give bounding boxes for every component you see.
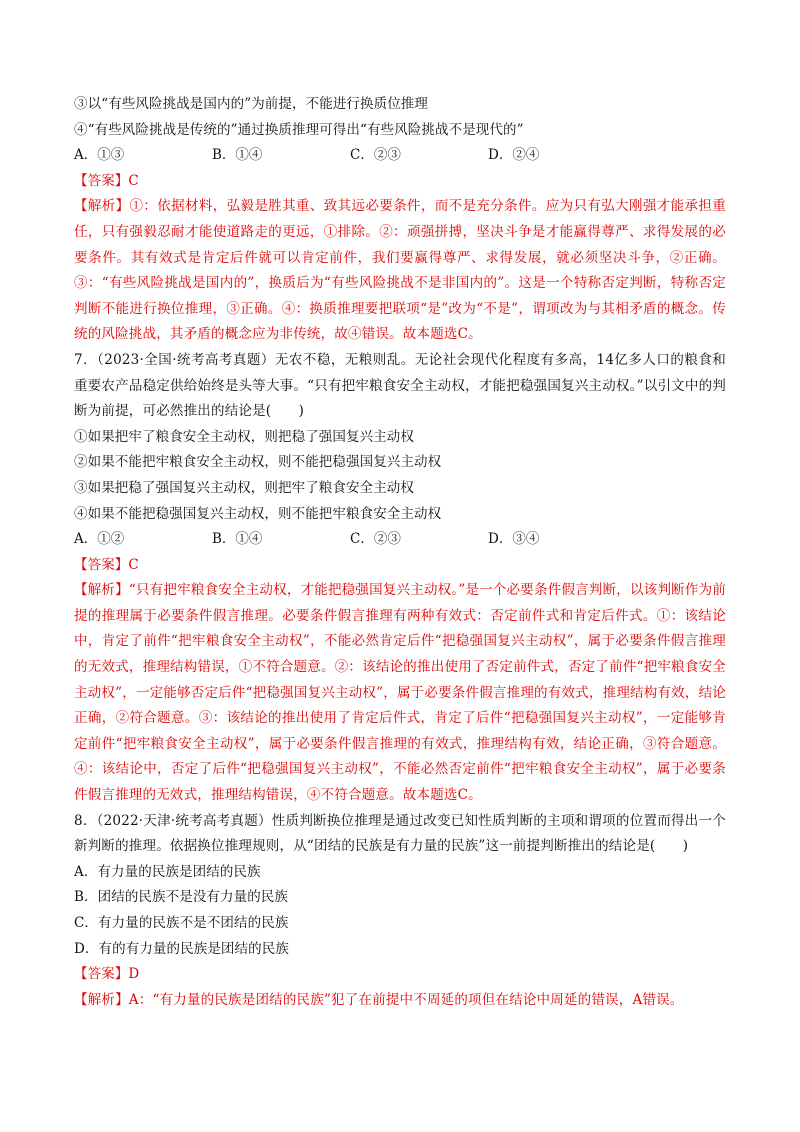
- q7-statement-2: ②如果不能把牢粮食安全主动权，则不能把稳强国复兴主动权: [74, 454, 442, 471]
- q7-option-a: A．①②: [74, 531, 125, 548]
- q7-stem: 7．（2023·全国·统考高考真题）无农不稳，无粮则乱。无论社会现代化程度有多高，14亿多人口的粮食和重要农产品稳定供给始终是头等大事。“只有把牢粮食安全主动权，才能把稳强国复兴主动权。”以引文中的判断为前提，可必然推出的结论是( ): [74, 351, 726, 420]
- q8-stem: 8．（2022·天津·统考高考真题）性质判断换位推理是通过改变已知性质判断的主项和谓项的位置而得出一个新判断的推理。依据换位推理规则，从“团结的民族是有力量的民族”这一前提判断推出的结论是( ): [74, 812, 726, 855]
- q8-option-b: B．团结的民族不是没有力量的民族: [74, 889, 289, 906]
- q8-option-c: C．有力量的民族不是不团结的民族: [74, 915, 289, 931]
- q8-analysis: 【解析】A：“有力量的民族是团结的民族”犯了在前提中不周延的项但在结论中周延的错误，A错误。: [74, 991, 684, 1008]
- q6-option-d: D．②④: [488, 147, 540, 164]
- q6-statement-3: ③以“有些风险挑战是国内的”为前提，不能进行换质位推理: [74, 96, 429, 112]
- q7-answer: 【答案】C: [74, 556, 139, 573]
- q8-answer: 【答案】D: [74, 966, 140, 983]
- q7-statement-1: ①如果把牢了粮食安全主动权，则把稳了强国复兴主动权: [74, 428, 414, 445]
- q7-options: [74, 527, 726, 553]
- q7-option-c: C．②③: [350, 531, 401, 548]
- q6-option-c: C．②③: [350, 147, 401, 164]
- q7-statement-4: ④如果不能把稳强国复兴主动权，则不能把牢粮食安全主动权: [74, 505, 442, 522]
- q6-statement-4: ④“有些风险挑战是传统的”通过换质推理可得出“有些风险挑战不是现代的”: [74, 121, 524, 138]
- page-content: [74, 92, 726, 1013]
- q6-analysis: 【解析】①：依据材料，弘毅是胜其重、致其远必要条件，而不是充分条件。应为只有弘大刚强才能承担重任，只有强毅忍耐才能使道路走的更远，①排除。②：顽强拼搏，坚决斗争是才能赢得尊严、求得发展的必要条件。其有效式是肯定后件就可以肯定前件，我们要赢得尊严、求得发展，就必须坚决斗争，②正确。③：“有些风险挑战是国内的”，换质后为“有些风险挑战不是非国内的”。这是一个特称否定判断，特称否定判断不能进行换位推理，③正确。④：换质推理要把联项“是”改为“不是”，谓项改为与其相矛盾的概念。传统的风险挑战，其矛盾的概念应为非传统，故④错误。故本题选C。: [74, 198, 726, 343]
- q6-option-a: A．①③: [74, 147, 125, 164]
- q7-option-d: D．③④: [488, 531, 540, 548]
- q7-statement-3: ③如果把稳了强国复兴主动权，则把牢了粮食安全主动权: [74, 479, 414, 496]
- q6-option-b: B．①④: [212, 147, 263, 164]
- q6-answer: 【答案】C: [74, 172, 139, 189]
- q6-options: [74, 143, 726, 169]
- q8-option-d: D．有的有力量的民族是团结的民族: [74, 940, 289, 957]
- q7-analysis: 【解析】“只有把牢粮食安全主动权，才能把稳强国复兴主动权。”是一个必要条件假言判断，以该判断作为前提的推理属于必要条件假言推理。必要条件假言推理有两种有效式：否定前件式和肯定后件式。①：该结论中，肯定了前件“把牢粮食安全主动权”，不能必然肯定后件“把稳强国复兴主动权”，属于必要条件假言推理的无效式，推理结构错误，①不符合题意。②：该结论的推出使用了否定前件式，否定了前件“把牢粮食安全主动权”，一定能够否定后件“把稳强国复兴主动权”，属于必要条件假言推理的有效式，推理结构有效，结论正确，②符合题意。③：该结论的推出使用了肯定后件式，肯定了后件“把稳强国复兴主动权”，一定能够肯定前件“把牢粮食安全主动权”，属于必要条件假言推理的有效式，推理结构有效，结论正确，③符合题意。④：该结论中，否定了后件“把稳强国复兴主动权”，不能必然否定前件“把牢粮食安全主动权”，属于必要条件假言推理的无效式，推理结构错误，④不符合题意。故本题选C。: [74, 582, 727, 804]
- q7-option-b: B．①④: [212, 531, 263, 548]
- q8-option-a: A．有力量的民族是团结的民族: [74, 863, 261, 880]
